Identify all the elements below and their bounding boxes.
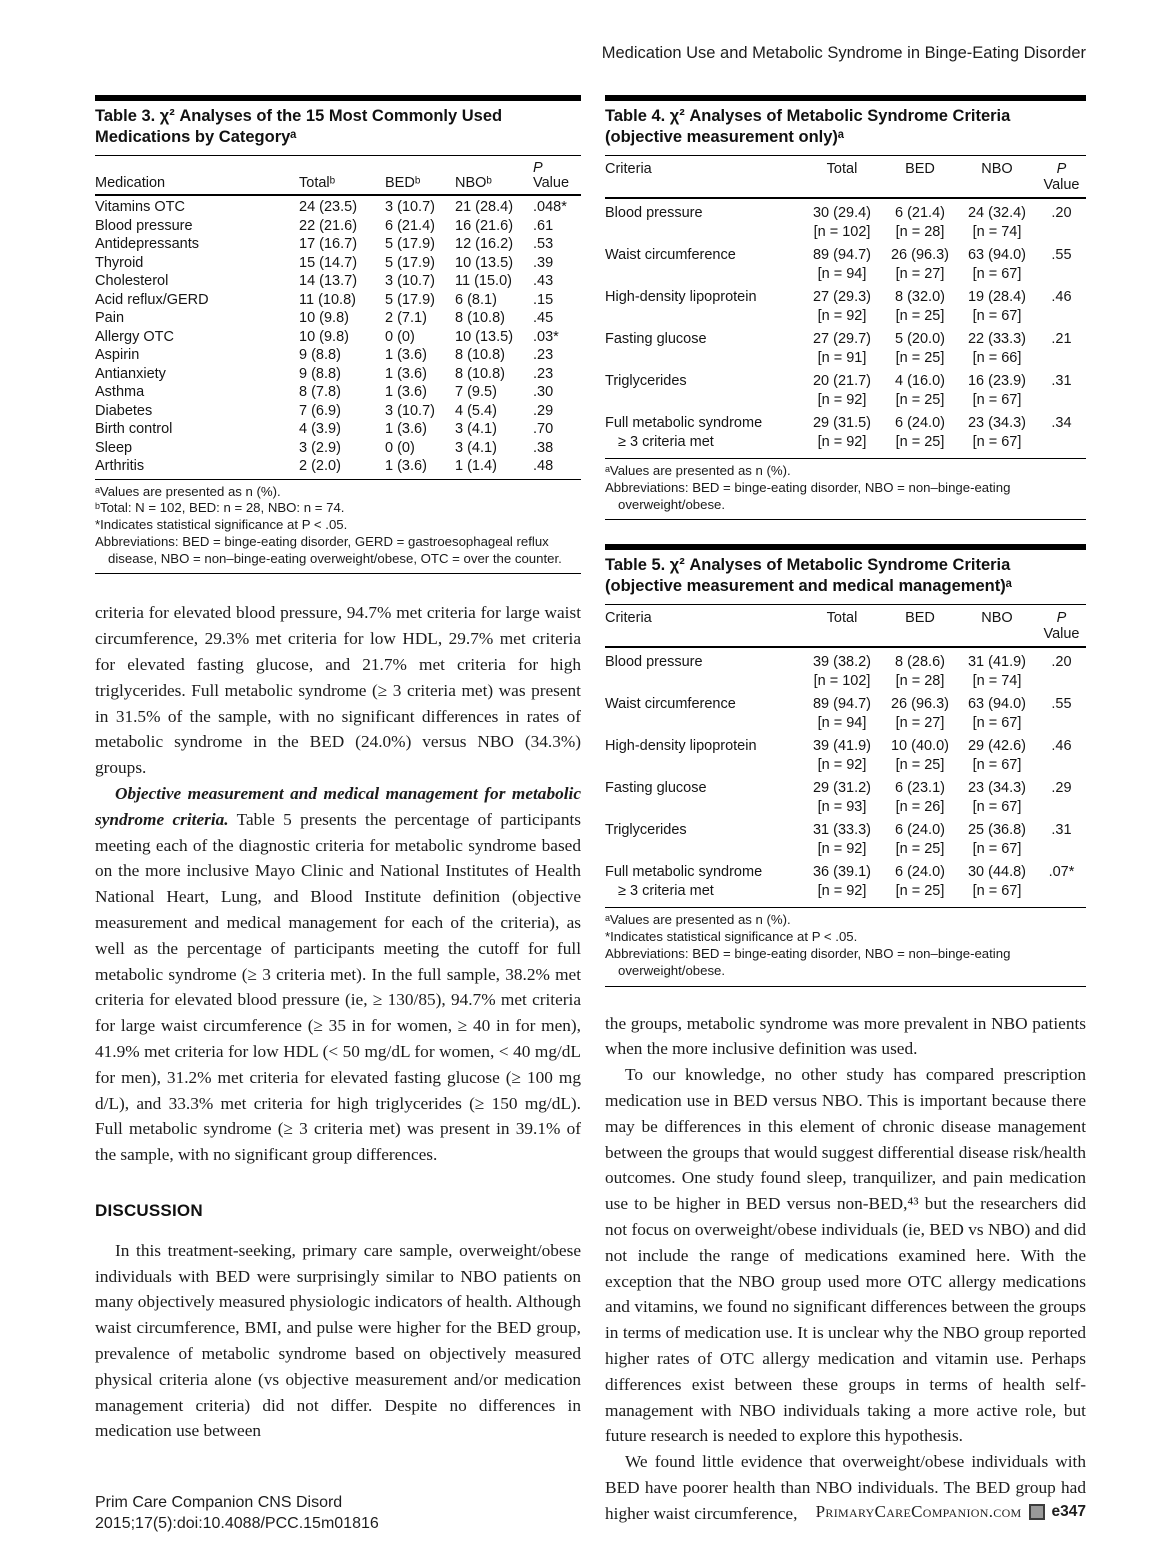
cell-medication: Thyroid <box>95 254 144 271</box>
col-bed: BED <box>905 161 935 177</box>
cell-bed: 5 (17.9) <box>385 254 435 271</box>
col-nbo: NBOᵇ <box>455 175 492 191</box>
table-row <box>95 420 581 439</box>
table4-footnotes <box>605 458 1086 520</box>
cell-total: 27 (29.3) [n = 92] <box>812 289 872 324</box>
table-row <box>95 328 581 347</box>
table5-title: Table 5. χ² Analyses of Metabolic Syndrome Criteria (objective measurement and medical management)ᵃ <box>605 556 1012 596</box>
paragraph-rest: Table 5 presents the percentage of participants meeting each of the diagnostic criteria for metabolic syndrome based on the more inclusive Mayo Clinic and National Institutes of Health National Heart, Lung, and Blood Institute definition (objective measurement and medical management for each of the criteria), as well as the percentage of participants meeting the cutoff for full metabolic syndrome (≥ 3 criteria met). In the full sample, 38.2% met criteria for elevated blood pressure (ie, ≥ 130/85), 94.7% met criteria for large waist circumference (≥ 35 in for women, ≥ 40 in for men), 41.9% met criteria for low HDL (< 50 mg/dL for women, < 40 mg/dL for men), 31.2% met criteria for elevated fasting glucose (≥ 100 mg d/L), and 33.3% met criteria for high triglycerides (≥ 150 mg/dL). Full metabolic syndrome (≥ 3 criteria met) was present in 39.1% of the sample, with no significant group differences. <box>95 809 581 1165</box>
cell-total: 17 (16.7) <box>299 236 358 252</box>
table-row <box>605 286 1086 328</box>
cell-pvalue: .53 <box>533 236 554 252</box>
cell-total: 24 (23.5) <box>299 199 358 215</box>
cell-medication: Acid reflux/GERD <box>95 291 209 308</box>
table-row <box>95 254 581 273</box>
table-row <box>605 202 1086 244</box>
cell-total: 8 (7.8) <box>299 384 341 400</box>
cell-pvalue: .03* <box>533 328 559 345</box>
table-row <box>95 439 581 458</box>
cell-total: 39 (38.2) [n = 102] <box>812 654 872 690</box>
cell-medication: Blood pressure <box>95 217 193 234</box>
left-column <box>95 95 581 1444</box>
cell-nbo: 1 (1.4) <box>455 458 497 474</box>
cell-criteria: Blood pressure <box>605 654 703 671</box>
cell-total: 11 (10.8) <box>299 291 356 308</box>
cell-total: 2 (2.0) <box>299 458 341 474</box>
table-row <box>95 309 581 328</box>
cell-pvalue: .45 <box>533 310 554 326</box>
cell-total: 36 (39.1) [n = 92] <box>812 864 872 900</box>
cell-pvalue: .46 <box>1051 289 1072 305</box>
cell-pvalue: .20 <box>1051 654 1072 671</box>
cell-medication: Antianxiety <box>95 365 166 382</box>
table-row <box>605 693 1086 735</box>
table-row <box>95 291 581 310</box>
cell-total: 3 (2.9) <box>299 439 341 456</box>
cell-medication: Vitamins OTC <box>95 199 185 215</box>
cell-nbo: 6 (8.1) <box>455 291 497 308</box>
table3-footnotes <box>95 479 581 575</box>
cell-pvalue: .30 <box>533 384 554 400</box>
cell-bed: 1 (3.6) <box>385 458 427 474</box>
cell-bed: 1 (3.6) <box>385 421 427 437</box>
table-row <box>605 328 1086 370</box>
cell-criteria: High-density lipoprotein <box>605 289 757 305</box>
cell-total: 39 (41.9) [n = 92] <box>812 738 872 774</box>
cell-bed: 1 (3.6) <box>385 384 427 400</box>
journal-doi: 2015;17(5):doi:10.4088/PCC.15m01816 <box>95 1515 379 1532</box>
cell-pvalue: .39 <box>533 254 554 271</box>
paragraph: We found little evidence that overweight/obese individuals with BED have poorer health than NBO individuals. The BED group had higher waist circumference, <box>605 1452 1086 1523</box>
footnote: ᵃValues are presented as n (%). <box>605 463 791 478</box>
cell-nbo: 4 (5.4) <box>455 402 497 419</box>
left-body-text <box>95 600 581 1444</box>
paragraph <box>95 781 581 1168</box>
cell-nbo: 10 (13.5) <box>455 254 514 271</box>
cell-medication: Sleep <box>95 439 133 456</box>
col-pvalue: P Value <box>1043 161 1080 193</box>
table4-header <box>605 155 1086 199</box>
col-total: Total <box>826 610 858 627</box>
cell-pvalue: .29 <box>1051 780 1072 797</box>
cell-criteria: Triglycerides <box>605 822 687 839</box>
table-row <box>95 217 581 236</box>
table-row <box>605 244 1086 286</box>
cell-pvalue: .48 <box>533 458 554 474</box>
cell-pvalue: .31 <box>1051 822 1072 839</box>
footnote: Abbreviations: BED = binge-eating disorder, NBO = non–binge-eating overweight/obese. <box>605 945 1011 978</box>
cell-pvalue: .38 <box>533 439 554 456</box>
cell-bed: 26 (96.3) [n = 27] <box>890 247 950 282</box>
cell-nbo: 24 (32.4) [n = 74] <box>967 205 1027 240</box>
cell-total: 7 (6.9) <box>299 402 341 419</box>
table-row <box>95 272 581 291</box>
table5-body <box>605 648 1086 907</box>
cell-pvalue: .23 <box>533 347 554 363</box>
cell-nbo: 23 (34.3) [n = 67] <box>967 780 1027 816</box>
cell-pvalue: .46 <box>1051 738 1072 755</box>
cell-total: 89 (94.7) [n = 94] <box>812 247 872 282</box>
table3-header <box>95 155 581 196</box>
cell-medication: Allergy OTC <box>95 328 174 345</box>
cell-pvalue: .20 <box>1051 205 1072 221</box>
cell-bed: 6 (24.0) [n = 25] <box>895 822 945 858</box>
table-row <box>95 457 581 476</box>
cell-medication: Birth control <box>95 421 173 437</box>
cell-pvalue: .43 <box>533 273 554 289</box>
table5-footnotes <box>605 907 1086 986</box>
table-row <box>95 365 581 384</box>
footnote: *Indicates statistical significance at P < .05. <box>605 929 858 945</box>
cell-criteria: Full metabolic syndrome ≥ 3 criteria met <box>605 864 763 900</box>
cell-total: 10 (9.8) <box>299 310 349 326</box>
table-row <box>605 370 1086 412</box>
cell-total: 30 (29.4) [n = 102] <box>812 205 872 240</box>
cell-nbo: 16 (23.9) [n = 67] <box>967 373 1027 408</box>
cell-pvalue: .15 <box>533 291 554 308</box>
cell-criteria: Full metabolic syndrome ≥ 3 criteria met <box>605 415 763 450</box>
paragraph: To our knowledge, no other study has compared prescription medication use in BED versus NBO. This is important because there may be differences in this element of chronic disease management between the groups that would suggest differential disease risk/health outcomes. One study found sleep, tranquilizer, and pain medication use to be higher in BED versus non-BED,⁴³ but the researchers did not focus on overweight/obese individuals (ie, BED vs NBO) and did not include the range of medications examined here. With the exception that the NBO group used more OTC allergy medications and vitamins, we found no significant differences between the groups in terms of medication use. It is unclear why the NBO group reported higher rates of OTC allergy medication and vitamin use. Perhaps differences exist between these groups in terms of health self-management with NBO individuals taking a more active role, but future research is needed to explore this hypothesis. <box>605 1065 1086 1446</box>
table-row <box>605 819 1086 861</box>
cell-nbo: 30 (44.8) [n = 67] <box>967 864 1027 900</box>
cell-nbo: 29 (42.6) [n = 67] <box>967 738 1027 774</box>
cell-pvalue: .70 <box>533 421 554 437</box>
table4-title: Table 4. χ² Analyses of Metabolic Syndrome Criteria (objective measurement only)ᵃ <box>605 107 1011 146</box>
col-nbo: NBO <box>981 610 1013 627</box>
cell-medication: Diabetes <box>95 402 153 419</box>
journal-name: Prim Care Companion CNS Disord <box>95 1494 343 1511</box>
col-total: Totalᵇ <box>299 175 336 191</box>
footnote: ᵃValues are presented as n (%). <box>605 912 791 928</box>
cell-nbo: 63 (94.0) [n = 67] <box>967 247 1027 282</box>
cell-nbo: 8 (10.8) <box>455 365 505 382</box>
footer-journal-info <box>95 1492 379 1534</box>
cell-bed: 6 (21.4) [n = 28] <box>895 205 945 240</box>
table-row <box>95 198 581 217</box>
table-row <box>605 861 1086 903</box>
cell-pvalue: .55 <box>1051 247 1072 263</box>
paragraph: criteria for elevated blood pressure, 94.7% met criteria for large waist circumference, 29.3% met criteria for low HDL, 29.7% met criteria for elevated fasting glucose, and 21.7% met criteria for high triglycerides. Full metabolic syndrome (≥ 3 criteria met) was present in 31.5% of the sample, with no significant differences in rates of metabolic syndrome in the BED (24.0%) versus NBO (34.3%) groups. <box>95 603 581 778</box>
cell-nbo: 8 (10.8) <box>455 347 505 363</box>
cell-medication: Arthritis <box>95 458 145 474</box>
cell-nbo: 3 (4.1) <box>455 421 497 437</box>
table4 <box>605 95 1086 520</box>
table3-title: Table 3. χ² Analyses of the 15 Most Commonly Used Medications by Categoryᵃ <box>95 107 503 146</box>
cell-bed: 5 (20.0) [n = 25] <box>895 331 945 366</box>
cell-bed: 1 (3.6) <box>385 347 427 363</box>
cell-pvalue: .34 <box>1051 415 1072 431</box>
cell-bed: 3 (10.7) <box>385 273 435 289</box>
table5-header <box>605 604 1086 648</box>
col-total: Total <box>826 161 858 177</box>
table4-body <box>605 199 1086 458</box>
cell-total: 9 (8.8) <box>299 347 341 363</box>
cell-total: 31 (33.3) [n = 92] <box>812 822 872 858</box>
cell-criteria: Fasting glucose <box>605 331 707 347</box>
cell-pvalue: .55 <box>1051 696 1072 713</box>
cell-bed: 6 (21.4) <box>385 217 435 234</box>
cell-bed: 26 (96.3) [n = 27] <box>890 696 950 732</box>
col-pvalue: P Value <box>1043 610 1080 643</box>
table-row <box>95 235 581 254</box>
cell-pvalue: .29 <box>533 402 554 419</box>
cell-total: 15 (14.7) <box>299 254 358 271</box>
cell-nbo: 19 (28.4) [n = 67] <box>967 289 1027 324</box>
col-bed: BEDᵇ <box>385 175 421 191</box>
cell-bed: 10 (40.0) [n = 25] <box>890 738 950 774</box>
cell-medication: Antidepressants <box>95 236 199 252</box>
running-head: Medication Use and Metabolic Syndrome in Binge-Eating Disorder <box>601 44 1086 62</box>
cell-bed: 5 (17.9) <box>385 291 435 308</box>
paragraph: In this treatment-seeking, primary care sample, overweight/obese individuals with BED were surprisingly similar to NBO patients on many objectively measured physiologic indicators of health. Although waist circumference, BMI, and pulse were higher for the BED group, prevalence of metabolic syndrome based on objectively measured physical criteria alone (vs objective measurement and/or medication management criteria) did not differ. Despite no differences in medication use between <box>95 1240 581 1441</box>
page-number: e347 <box>1051 1503 1086 1520</box>
cell-bed: 8 (32.0) [n = 25] <box>895 289 945 324</box>
cell-bed: 1 (3.6) <box>385 365 427 382</box>
cell-nbo: 8 (10.8) <box>455 310 505 326</box>
footnote: ᵇTotal: N = 102, BED: n = 28, NBO: n = 74. <box>95 500 345 516</box>
cell-bed: 6 (24.0) [n = 25] <box>895 415 945 450</box>
footnote: ᵃValues are presented as n (%). <box>95 483 281 499</box>
cell-nbo: 11 (15.0) <box>455 273 512 289</box>
paragraph: the groups, metabolic syndrome was more prevalent in NBO patients when the more inclusive definition was used. <box>605 1013 1086 1059</box>
table-row <box>605 651 1086 693</box>
cell-pvalue: .21 <box>1051 331 1072 347</box>
cell-total: 27 (29.7) [n = 91] <box>812 331 872 366</box>
cell-criteria: Triglycerides <box>605 373 687 389</box>
footer-square-icon <box>1029 1504 1045 1520</box>
cell-medication: Pain <box>95 310 125 326</box>
right-body-text <box>605 1011 1086 1527</box>
table3-body <box>95 196 581 479</box>
cell-criteria: Waist circumference <box>605 247 736 263</box>
cell-bed: 0 (0) <box>385 439 415 456</box>
col-bed: BED <box>905 610 935 627</box>
cell-total: 4 (3.9) <box>299 421 341 437</box>
cell-total: 9 (8.8) <box>299 365 341 382</box>
discussion-heading: DISCUSSION <box>95 1201 203 1221</box>
cell-criteria: Blood pressure <box>605 205 703 221</box>
table5 <box>605 544 1086 986</box>
col-criteria: Criteria <box>605 610 652 627</box>
table3 <box>95 95 581 574</box>
cell-total: 22 (21.6) <box>299 217 358 234</box>
table-row <box>605 777 1086 819</box>
cell-medication: Aspirin <box>95 347 140 363</box>
cell-nbo: 7 (9.5) <box>455 384 497 400</box>
cell-nbo: 23 (34.3) [n = 67] <box>967 415 1027 450</box>
cell-criteria: Waist circumference <box>605 696 736 713</box>
cell-nbo: 22 (33.3) [n = 66] <box>967 331 1027 366</box>
cell-bed: 5 (17.9) <box>385 236 435 252</box>
cell-total: 20 (21.7) [n = 92] <box>812 373 872 408</box>
cell-nbo: 10 (13.5) <box>455 328 514 345</box>
cell-pvalue: .23 <box>533 365 554 382</box>
cell-pvalue: .048* <box>533 199 567 215</box>
footnote: Abbreviations: BED = binge-eating disorder, GERD = gastroesophageal reflux disease, NBO = non–binge-eating overweight/obese, OTC = over the counter. <box>95 533 562 566</box>
table-row <box>605 412 1086 454</box>
cell-bed: 4 (16.0) [n = 25] <box>895 373 945 408</box>
site-name: PrimaryCareCompanion.com <box>815 1502 1022 1521</box>
table-row <box>605 735 1086 777</box>
cell-pvalue: .31 <box>1051 373 1072 389</box>
cell-nbo: 3 (4.1) <box>455 439 497 456</box>
col-criteria: Criteria <box>605 161 652 177</box>
cell-total: 10 (9.8) <box>299 328 349 345</box>
col-medication: Medication <box>95 175 166 191</box>
cell-total: 29 (31.5) [n = 92] <box>812 415 872 450</box>
cell-medication: Asthma <box>95 384 145 400</box>
cell-total: 14 (13.7) <box>299 273 358 289</box>
paragraph-lead: Objective measurement and medical management for metabolic syndrome criteria. <box>95 784 581 829</box>
cell-bed: 3 (10.7) <box>385 402 435 419</box>
table-row <box>95 383 581 402</box>
cell-bed: 8 (28.6) [n = 28] <box>895 654 945 690</box>
cell-total: 89 (94.7) [n = 94] <box>812 696 872 732</box>
cell-bed: 2 (7.1) <box>385 310 427 326</box>
footer-site-info <box>816 1502 1086 1522</box>
cell-medication: Cholesterol <box>95 273 169 289</box>
col-pvalue: P Value <box>533 160 570 191</box>
cell-bed: 3 (10.7) <box>385 199 435 215</box>
cell-total: 29 (31.2) [n = 93] <box>812 780 872 816</box>
cell-nbo: 25 (36.8) [n = 67] <box>967 822 1027 858</box>
cell-nbo: 21 (28.4) <box>455 199 514 215</box>
right-column <box>605 95 1086 1527</box>
footnote: Abbreviations: BED = binge-eating disorder, NBO = non–binge-eating overweight/obese. <box>605 479 1011 512</box>
cell-criteria: Fasting glucose <box>605 780 707 797</box>
cell-pvalue: .07* <box>1048 864 1075 881</box>
cell-criteria: High-density lipoprotein <box>605 738 757 755</box>
cell-bed: 6 (23.1) [n = 26] <box>895 780 945 816</box>
cell-nbo: 12 (16.2) <box>455 236 514 252</box>
table-row <box>95 402 581 421</box>
cell-nbo: 63 (94.0) [n = 67] <box>967 696 1027 732</box>
table-row <box>95 346 581 365</box>
cell-bed: 6 (24.0) [n = 25] <box>895 864 945 900</box>
cell-nbo: 16 (21.6) <box>455 217 514 234</box>
cell-pvalue: .61 <box>533 217 554 234</box>
cell-nbo: 31 (41.9) [n = 74] <box>967 654 1027 690</box>
col-nbo: NBO <box>981 161 1013 177</box>
footnote: *Indicates statistical significance at P < .05. <box>95 517 348 533</box>
cell-bed: 0 (0) <box>385 328 415 345</box>
